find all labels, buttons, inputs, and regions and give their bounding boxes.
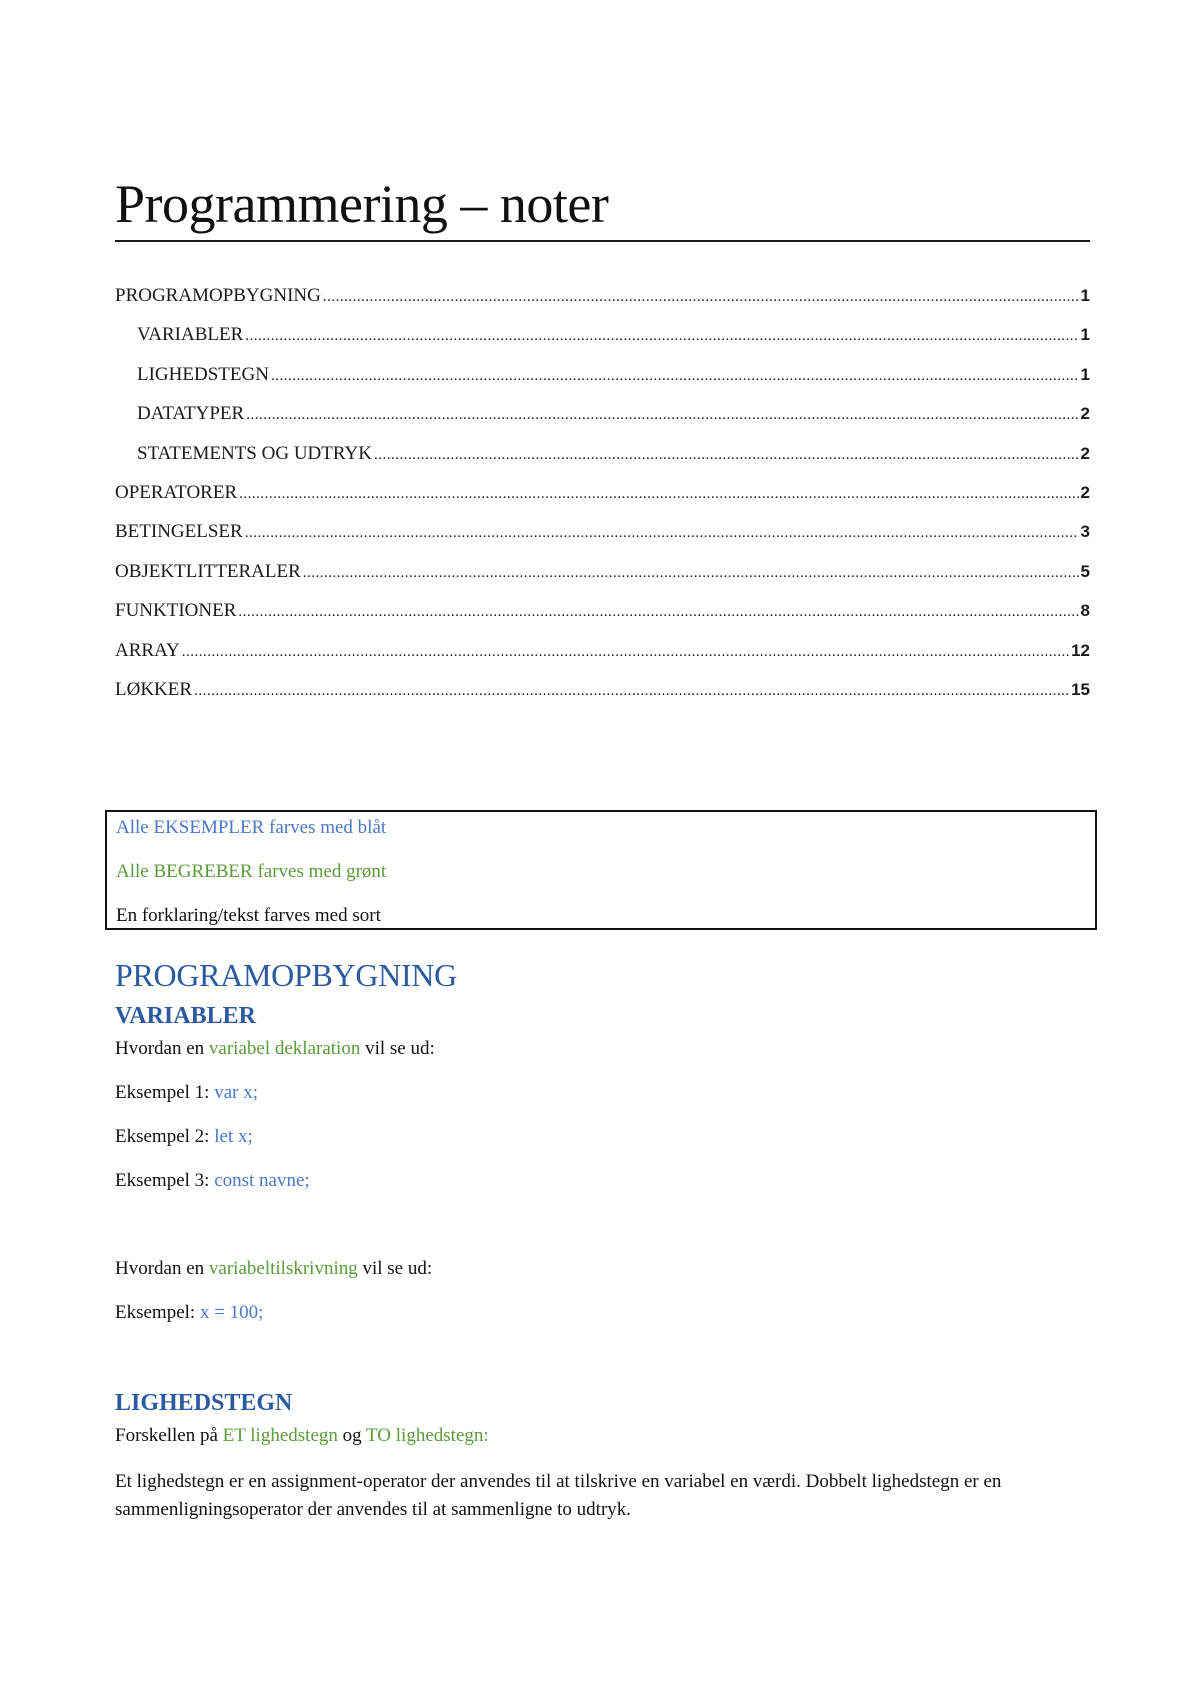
double-equals-term: TO lighedstegn: — [366, 1425, 489, 1446]
toc-entry-label: FUNKTIONER — [115, 600, 237, 622]
toc-leader-dots — [246, 407, 1078, 424]
toc-leader-dots — [303, 565, 1079, 582]
toc-leader-dots — [194, 683, 1069, 700]
equals-intro — [115, 1425, 489, 1447]
toc-entry-label: OBJEKTLITTERALER — [115, 560, 301, 582]
assignment-example — [115, 1302, 263, 1324]
toc-entry-page: 1 — [1080, 286, 1090, 305]
equals-explanation: Et lighedstegn er en assignment-operator der anvendes til at tilskrive en variabel en værdi. Dobbelt lighedstegn er en sammenligningsoperator der anvendes til at sammenligne to udtryk. — [115, 1471, 1002, 1520]
toc-entry[interactable] — [115, 482, 1090, 521]
legend-examples: Alle EKSEMPLER farves med blåt — [116, 817, 387, 838]
example-code: x = 100; — [199, 1302, 264, 1323]
example-label: Eksempel 1: — [115, 1082, 215, 1103]
document-title: Programmering – noter — [115, 170, 1090, 242]
toc-entry-page: 8 — [1080, 601, 1090, 621]
declaration-intro-post: vil se ud: — [360, 1038, 435, 1059]
toc-entry-label: OPERATORER — [115, 481, 238, 503]
legend-text: En forklaring/tekst farves med sort — [116, 905, 381, 926]
toc-leader-dots — [374, 447, 1079, 464]
toc-entry[interactable] — [115, 600, 1090, 639]
toc-entry-page: 12 — [1071, 640, 1090, 660]
toc-entry-page: 15 — [1071, 679, 1090, 699]
toc-leader-dots — [182, 644, 1069, 661]
example-label: Eksempel 3: — [115, 1170, 215, 1191]
toc-entry-page: 5 — [1080, 561, 1090, 581]
toc-leader-dots — [245, 525, 1079, 542]
toc-entry-label: ARRAY — [115, 639, 180, 661]
toc-leader-dots — [271, 368, 1079, 385]
toc-entry-page: 2 — [1080, 482, 1090, 502]
toc-entry[interactable] — [115, 561, 1090, 600]
toc-entry[interactable] — [115, 324, 1090, 363]
toc-entry[interactable] — [115, 679, 1090, 718]
equals-intro-mid: og — [337, 1425, 367, 1446]
toc-entry-label: DATATYPER — [137, 403, 245, 425]
toc-entry-label: STATEMENTS OG UDTRYK — [137, 442, 372, 464]
toc-entry-label: LØKKER — [115, 678, 193, 700]
toc-entry-label: VARIABLER — [137, 324, 244, 346]
example-code: const navne; — [214, 1170, 310, 1191]
toc-entry[interactable] — [115, 640, 1090, 679]
assignment-intro-post: vil se ud: — [357, 1258, 433, 1279]
example-label: Eksempel 2: — [115, 1126, 215, 1147]
toc-leader-dots — [323, 289, 1079, 306]
toc-entry-label: LIGHEDSTEGN — [137, 363, 269, 385]
toc-entry[interactable] — [115, 364, 1090, 403]
legend-concepts: Alle BEGREBER farves med grønt — [116, 861, 387, 882]
section-heading-programopbygning: PROGRAMOPBYGNING — [115, 957, 457, 993]
table-of-contents — [115, 285, 1090, 718]
assignment-intro-pre: Hvordan en — [115, 1258, 209, 1279]
example-code: var x; — [214, 1082, 258, 1103]
declaration-intro-pre: Hvordan en — [115, 1038, 209, 1059]
example-line — [115, 1170, 310, 1192]
assignment-intro — [115, 1258, 432, 1280]
toc-entry[interactable] — [115, 521, 1090, 560]
toc-entry-page: 1 — [1080, 325, 1090, 345]
toc-entry[interactable] — [115, 443, 1090, 482]
subsection-heading-lighedstegn: LIGHEDSTEGN — [115, 1390, 293, 1416]
toc-leader-dots — [239, 486, 1078, 503]
assignment-term: variabeltilskrivning — [208, 1258, 358, 1279]
toc-entry-page: 2 — [1080, 443, 1090, 463]
subsection-heading-variabler: VARIABLER — [115, 1003, 256, 1029]
single-equals-term: ET lighedstegn — [222, 1425, 338, 1446]
declaration-intro — [115, 1038, 435, 1060]
toc-entry-page: 2 — [1080, 404, 1090, 424]
example-label: Eksempel: — [115, 1302, 200, 1323]
toc-leader-dots — [245, 328, 1078, 345]
declaration-term: variabel deklaration — [208, 1038, 361, 1059]
example-code: let x; — [214, 1126, 253, 1147]
toc-entry-page: 1 — [1080, 364, 1090, 384]
toc-entry[interactable] — [115, 285, 1090, 324]
toc-entry-label: PROGRAMOPBYGNING — [115, 285, 321, 306]
toc-entry[interactable] — [115, 403, 1090, 442]
toc-leader-dots — [238, 604, 1078, 621]
example-line — [115, 1082, 258, 1104]
toc-entry-label: BETINGELSER — [115, 521, 243, 543]
equals-intro-pre: Forskellen på — [115, 1425, 223, 1446]
example-line — [115, 1126, 253, 1148]
toc-entry-page: 3 — [1080, 522, 1090, 542]
color-legend-box — [105, 810, 1097, 930]
